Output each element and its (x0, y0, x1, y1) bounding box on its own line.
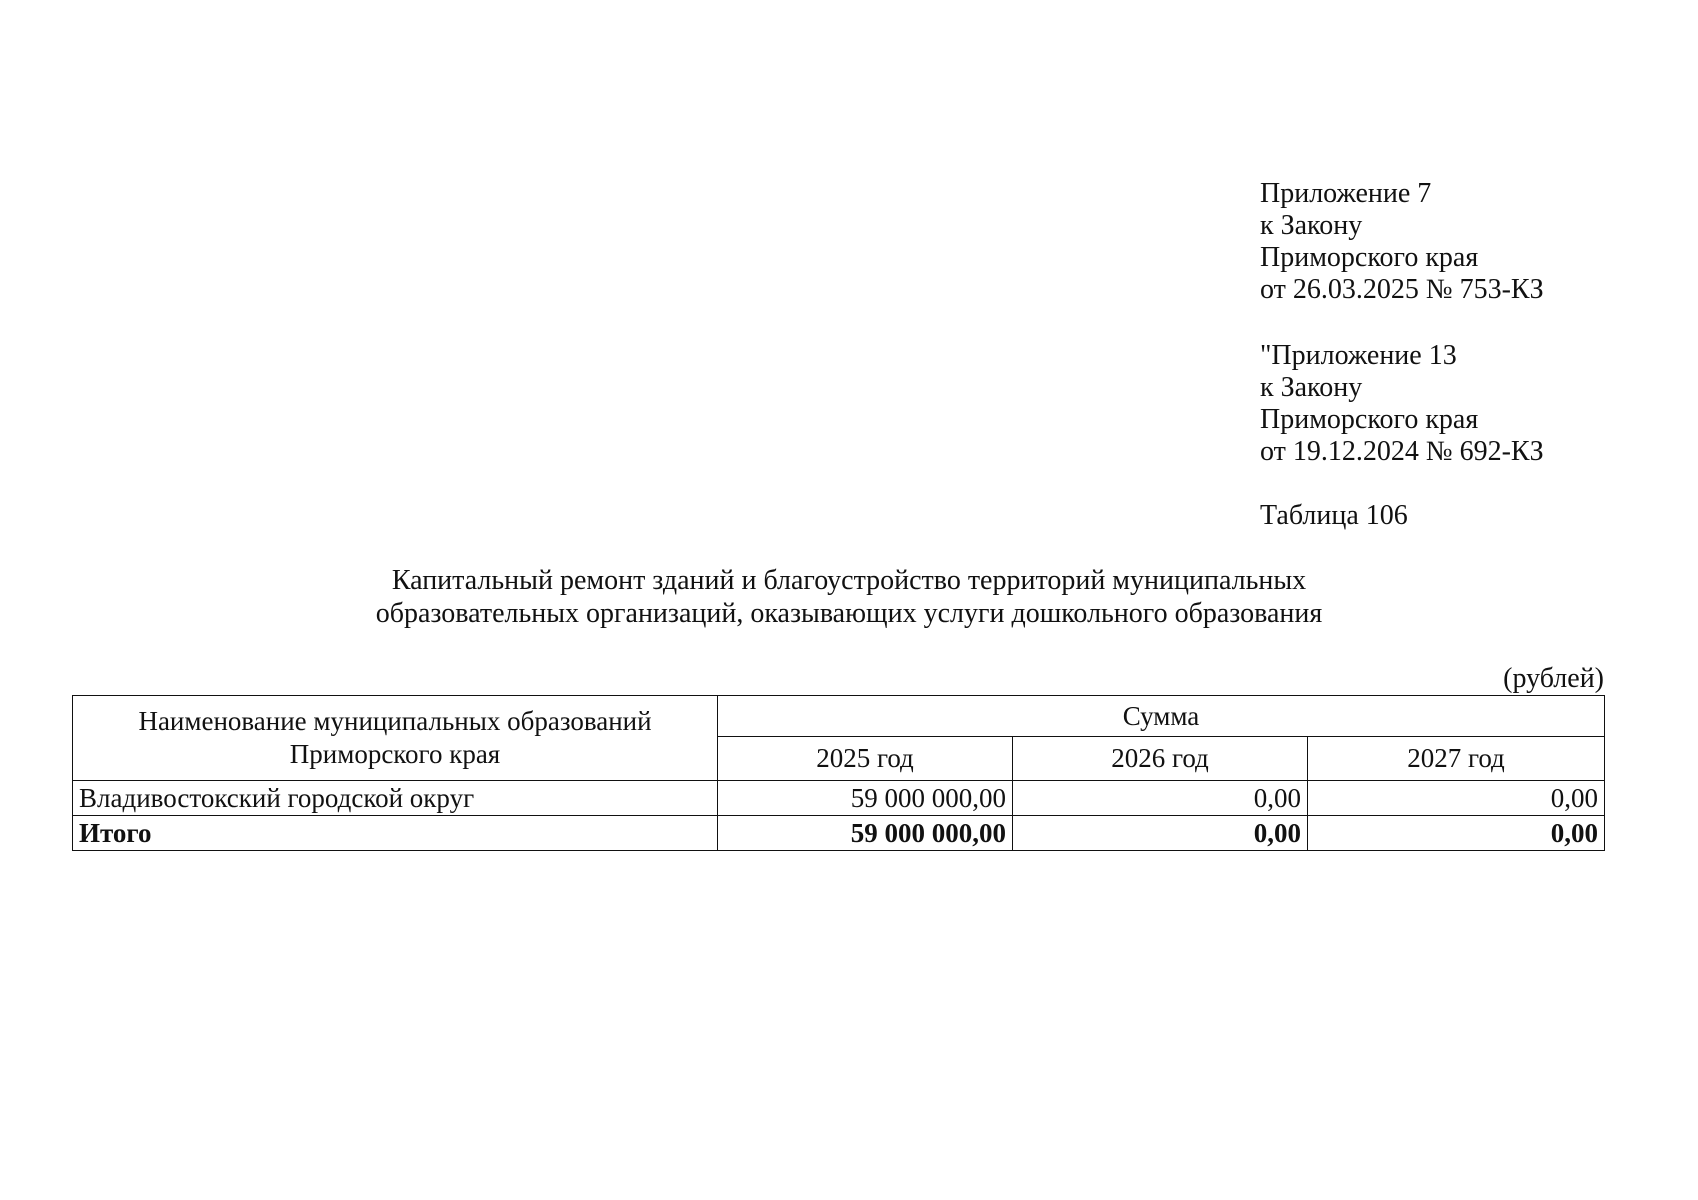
appendix-line: Приложение 7 (1260, 178, 1432, 209)
appendix-line: от 19.12.2024 № 692-КЗ (1260, 436, 1544, 467)
budget-table (72, 695, 1605, 851)
table-number: Таблица 106 (1260, 500, 1408, 531)
appendix-line: к Закону (1260, 372, 1363, 403)
table-row (73, 781, 1605, 816)
title-line-2: образовательных организаций, оказывающих услуги дошкольного образования (375, 598, 1323, 629)
appendix-current-reference (1260, 178, 1544, 306)
column-header-sum: Сумма (718, 696, 1605, 737)
appendix-line: Приморского края (1260, 404, 1479, 435)
column-header-year-2027: 2027 год (1308, 737, 1605, 781)
appendix-amended-reference (1260, 340, 1544, 468)
column-header-municipality (73, 696, 718, 781)
units-label: (рублей) (1503, 663, 1604, 694)
total-row (73, 816, 1605, 851)
document-title (0, 564, 1698, 630)
amount-2026: 0,00 (1013, 781, 1308, 816)
title-line-1: Капитальный ремонт зданий и благоустройство территорий муниципальных (391, 565, 1307, 596)
header-row (73, 696, 1605, 737)
amount-2025: 59 000 000,00 (718, 781, 1013, 816)
total-label: Итого (73, 816, 718, 851)
column-header-line: Приморского края (289, 739, 501, 769)
appendix-line: Приморского края (1260, 242, 1479, 273)
column-header-line: Наименование муниципальных образований (138, 706, 652, 736)
amount-2027: 0,00 (1308, 781, 1605, 816)
appendix-line: к Закону (1260, 210, 1363, 241)
total-2027: 0,00 (1308, 816, 1605, 851)
column-header-year-2025: 2025 год (718, 737, 1013, 781)
total-2026: 0,00 (1013, 816, 1308, 851)
appendix-line: "Приложение 13 (1260, 340, 1457, 371)
municipality-name: Владивостокский городской округ (73, 781, 718, 816)
appendix-line: от 26.03.2025 № 753-КЗ (1260, 274, 1544, 305)
column-header-year-2026: 2026 год (1013, 737, 1308, 781)
total-2025: 59 000 000,00 (718, 816, 1013, 851)
